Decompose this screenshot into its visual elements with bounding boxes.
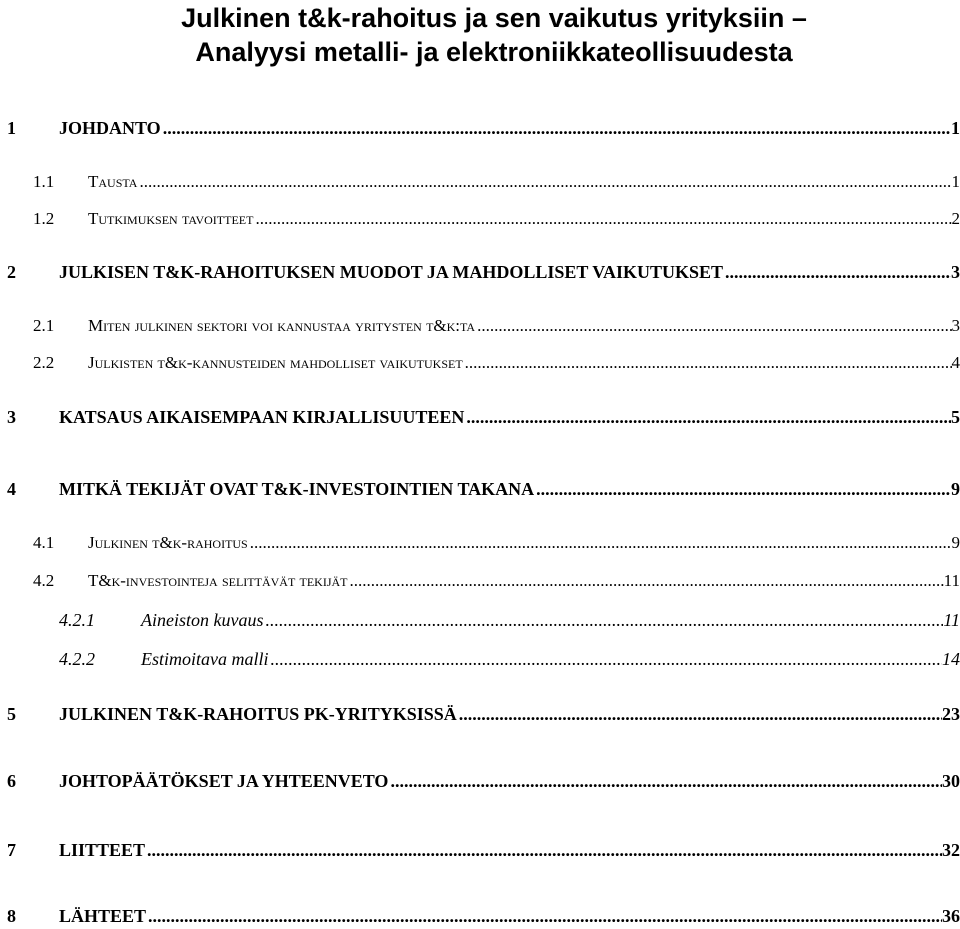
- toc-entry-number: 7: [7, 840, 16, 860]
- toc-entry-label: Julkisten t&k-kannusteiden mahdolliset vaikutukset: [88, 353, 463, 372]
- document-title-line-2: Analyysi metalli- ja elektroniikkateollisuudesta: [195, 37, 793, 67]
- toc-entry-5-pk-yritykset[interactable]: [0, 701, 960, 727]
- toc-entry-label: LÄHTEET: [59, 906, 147, 926]
- toc-entry-number: 1.1: [33, 172, 55, 191]
- dot-leader: [146, 903, 942, 929]
- toc-entry-4-1-julkinen-rahoitus[interactable]: [0, 530, 960, 556]
- toc-entry-page: 9: [951, 479, 960, 499]
- toc-entry-label: Julkinen t&k-rahoitus: [88, 533, 248, 552]
- dot-leader: [348, 568, 944, 594]
- toc-entry-page: 1: [951, 118, 960, 138]
- toc-entry-8-lahteet[interactable]: [0, 903, 960, 929]
- toc-entry-page: 30: [942, 771, 960, 791]
- toc-entry-page: 11: [943, 571, 960, 590]
- toc-entry-label: JULKISEN T&K-RAHOITUKSEN MUODOT JA MAHDOLLISET VAIKUTUKSET: [59, 262, 723, 282]
- toc-entry-number: 4.1: [33, 533, 55, 552]
- toc-entry-1-johdanto[interactable]: [0, 115, 960, 141]
- dot-leader: [475, 313, 951, 339]
- toc-entry-2-2-kannusteiden-vaikutukset[interactable]: [0, 350, 960, 376]
- toc-entry-4-2-selittavat-tekijat[interactable]: [0, 568, 960, 594]
- toc-entry-number: 2: [7, 262, 16, 282]
- toc-entry-label: KATSAUS AIKAISEMPAAN KIRJALLISUUTEEN: [59, 407, 465, 427]
- toc-entry-number: 8: [7, 906, 16, 926]
- dot-leader: [253, 206, 951, 232]
- toc-entry-label: Tausta: [88, 172, 138, 191]
- toc-entry-number: 4.2: [33, 571, 55, 590]
- toc-entry-page: 5: [951, 407, 960, 427]
- toc-entry-page: 3: [951, 262, 960, 282]
- toc-entry-page: 11: [943, 610, 960, 630]
- dot-leader: [161, 115, 951, 141]
- toc-entry-2-1-julkinen-sektori[interactable]: [0, 313, 960, 339]
- dot-leader: [145, 837, 942, 863]
- toc-entry-page: 32: [942, 840, 960, 860]
- toc-entry-label: Estimoitava malli: [141, 649, 269, 669]
- toc-entry-label: Tutkimuksen tavoitteet: [88, 209, 254, 228]
- toc-entry-page: 1: [951, 172, 960, 191]
- toc-entry-label: JULKINEN T&K-RAHOITUS PK-YRITYKSISSÄ: [59, 704, 457, 724]
- toc-entry-page: 3: [951, 316, 960, 335]
- toc-entry-number: 6: [7, 771, 16, 791]
- toc-entry-number: 4: [7, 479, 16, 499]
- toc-entry-number: 1: [7, 118, 16, 138]
- toc-entry-page: 36: [942, 906, 960, 926]
- toc-entry-number: 2.2: [33, 353, 55, 372]
- dot-leader: [457, 701, 942, 727]
- toc-entry-page: 4: [951, 353, 960, 372]
- toc-entry-page: 23: [942, 704, 960, 724]
- toc-entry-number: 1.2: [33, 209, 55, 228]
- toc-entry-label: MITKÄ TEKIJÄT OVAT T&K-INVESTOINTIEN TAKANA: [59, 479, 535, 499]
- toc-entry-label: T&k-investointeja selittävät tekijät: [88, 571, 348, 590]
- toc-entry-2-rahoituksen-muodot[interactable]: [0, 259, 960, 285]
- toc-entry-page: 14: [942, 649, 960, 669]
- dot-leader: [388, 768, 942, 794]
- dot-leader: [269, 646, 943, 672]
- toc-entry-page: 9: [951, 533, 960, 552]
- dot-leader: [534, 476, 951, 502]
- toc-entry-number: 5: [7, 704, 16, 724]
- toc-entry-label: LIITTEET: [59, 840, 146, 860]
- toc-entry-number: 3: [7, 407, 16, 427]
- toc-entry-4-tekijat[interactable]: [0, 476, 960, 502]
- document-title-line-1: Julkinen t&k-rahoitus ja sen vaikutus yrityksiin –: [181, 3, 807, 33]
- toc-entry-4-2-1-aineiston-kuvaus[interactable]: [0, 607, 960, 633]
- toc-entry-number: 2.1: [33, 316, 55, 335]
- toc-entry-3-kirjallisuus[interactable]: [0, 404, 960, 430]
- dot-leader: [263, 607, 943, 633]
- toc-entry-label: Aineiston kuvaus: [141, 610, 264, 630]
- toc-entry-1-1-tausta[interactable]: [0, 169, 960, 195]
- toc-entry-page: 2: [951, 209, 960, 228]
- dot-leader: [463, 350, 952, 376]
- toc-entry-6-johtopaatokset[interactable]: [0, 768, 960, 794]
- dot-leader: [723, 259, 951, 285]
- toc-entry-number: 4.2.1: [59, 610, 95, 630]
- toc-entry-label: Miten julkinen sektori voi kannustaa yritysten t&k:ta: [88, 316, 476, 335]
- toc-entry-1-2-tutkimuksen-tavoitteet[interactable]: [0, 206, 960, 232]
- toc-entry-number: 4.2.2: [59, 649, 95, 669]
- dot-leader: [137, 169, 951, 195]
- toc-entry-label: JOHDANTO: [59, 118, 161, 138]
- toc-entry-label: JOHTOPÄÄTÖKSET JA YHTEENVETO: [59, 771, 389, 791]
- dot-leader: [248, 530, 952, 556]
- toc-entry-4-2-2-estimoitava-malli[interactable]: [0, 646, 960, 672]
- toc-entry-7-liitteet[interactable]: [0, 837, 960, 863]
- dot-leader: [464, 404, 951, 430]
